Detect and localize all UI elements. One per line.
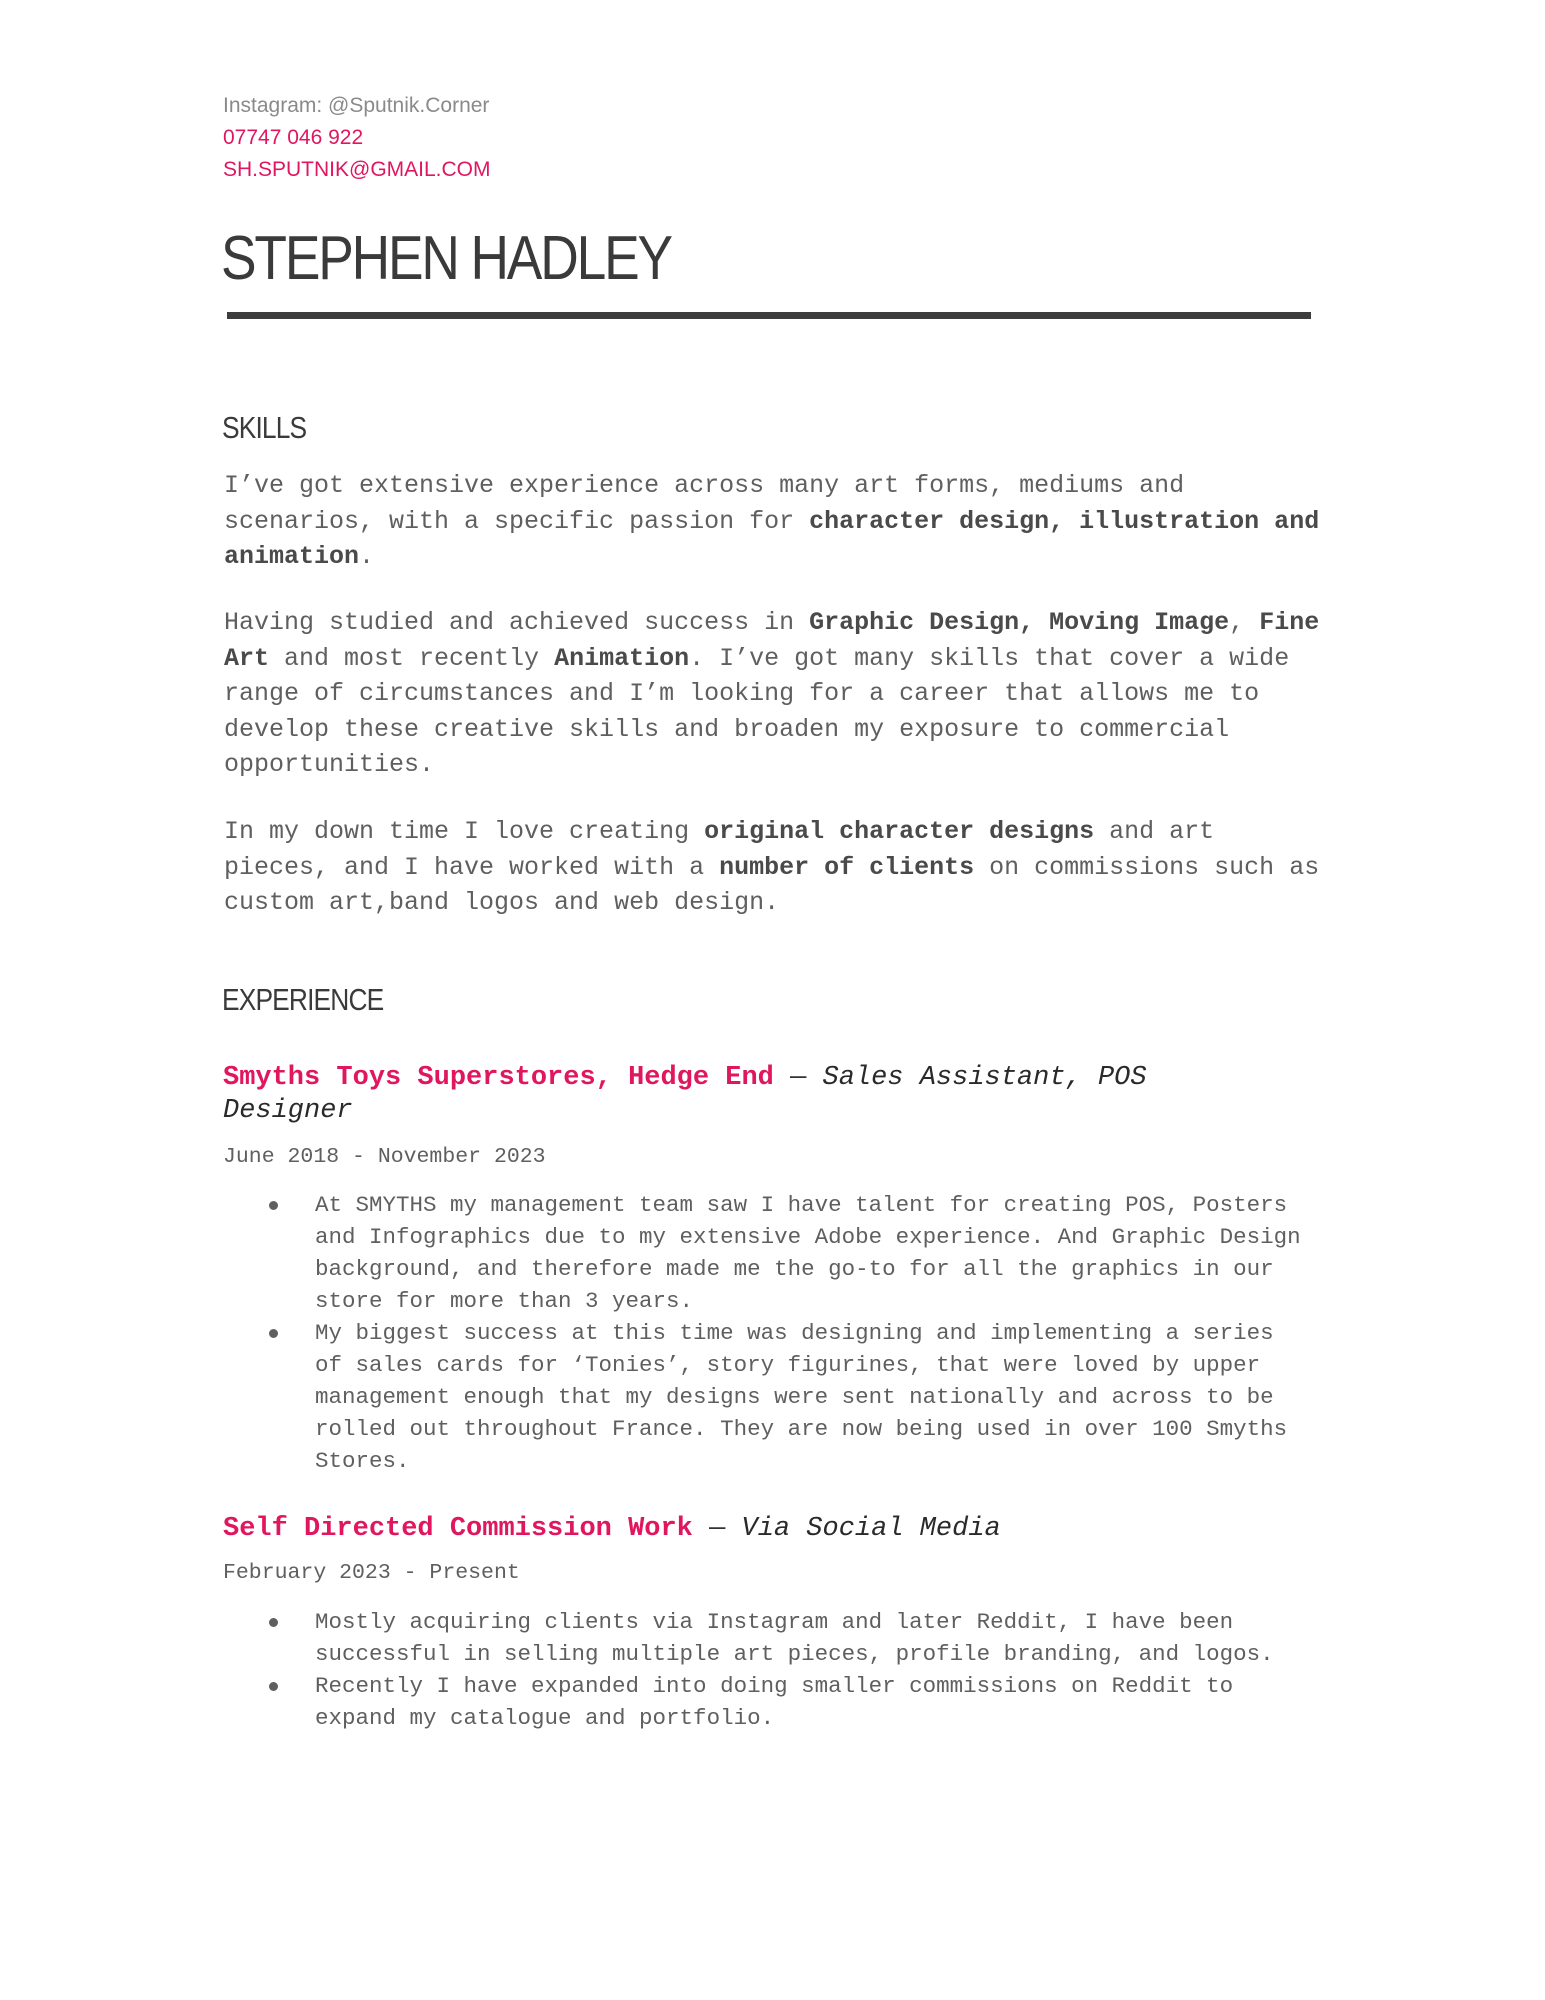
job-bullet (223, 1670, 1313, 1734)
instagram-handle[interactable]: Instagram: @Sputnik.Corner (223, 94, 490, 117)
job-bullet (223, 1606, 1313, 1670)
bullet-icon (269, 1201, 278, 1210)
paragraph-text: In my down time I love creating (224, 817, 705, 846)
job-dates: February 2023 - Present (223, 1561, 520, 1585)
experience-heading: EXPERIENCE (222, 982, 384, 1017)
header-divider (227, 312, 1311, 319)
bullet-icon (269, 1329, 278, 1338)
job-separator: — (692, 1514, 742, 1544)
paragraph-bold-text: character design, illustration and animation (224, 506, 1320, 571)
paragraph-text: on commissions such as custom art,band logos and web design. (224, 852, 1320, 917)
job-role: Sales Assistant, POS Designer (223, 1063, 1147, 1126)
person-name: STEPHEN HADLEY (221, 224, 671, 293)
paragraph-text: and art pieces, and I have worked with a (224, 817, 1215, 882)
paragraph-bold-text: Animation (554, 643, 690, 673)
job-title-line (223, 1062, 1223, 1128)
job-title-line (223, 1513, 1223, 1546)
bullet-icon (269, 1618, 278, 1627)
job-separator: — (773, 1063, 823, 1093)
job-dates: June 2018 - November 2023 (223, 1145, 546, 1169)
paragraph-bold-text: Graphic Design, Moving Image (809, 608, 1230, 637)
paragraph-text: , (1229, 608, 1260, 637)
paragraph-bold-text: number of clients (719, 852, 975, 882)
skills-paragraph-2 (224, 605, 1324, 783)
job-bullet-list (223, 1189, 1313, 1477)
job-bullet-text: Recently I have expanded into doing smaller commissions on Reddit to expand my catalogue and portfolio. (315, 1673, 1234, 1731)
paragraph-text: . (359, 542, 375, 571)
paragraph-bold-text: original character designs (704, 817, 1095, 846)
job-organization: Smyths Toys Superstores, Hedge End (223, 1063, 774, 1093)
job-bullet (223, 1189, 1313, 1317)
job-bullet-text: At SMYTHS my management team saw I have talent for creating POS, Posters and Infographics due to my extensive Adobe experience. And Graphic Design background, and therefore made me the go-to for all the graphics in our store for more than 3 years. (315, 1192, 1301, 1314)
skills-paragraph-3 (224, 814, 1324, 921)
paragraph-text: Having studied and achieved success in (224, 608, 810, 637)
contact-block (223, 90, 491, 186)
job-bullet (223, 1317, 1313, 1477)
email-address[interactable]: SH.SPUTNIK@GMAIL.COM (223, 158, 491, 181)
skills-paragraph-1 (224, 468, 1324, 575)
paragraph-bold-text: Fine Art (224, 608, 1320, 673)
job-organization: Self Directed Commission Work (223, 1514, 693, 1544)
job-bullet-list (223, 1606, 1313, 1734)
skills-heading: SKILLS (222, 410, 307, 445)
paragraph-text: and most recently (269, 643, 555, 673)
job-role: Via Social Media (741, 1514, 1001, 1544)
phone-number[interactable]: 07747 046 922 (223, 126, 364, 149)
paragraph-text: I’ve got extensive experience across many art forms, mediums and scenarios, with a specific passion for (224, 471, 1185, 536)
job-bullet-text: Mostly acquiring clients via Instagram and later Reddit, I have been successful in selling multiple art pieces, profile branding, and logos. (315, 1609, 1274, 1667)
paragraph-text: . I’ve got many skills that cover a wide range of circumstances and I’m looking for a career that allows me to develop these creative skills and broaden my exposure to commercial opportunities. (224, 643, 1290, 779)
job-bullet-text: My biggest success at this time was designing and implementing a series of sales cards for ‘Tonies’, story figurines, that were loved by upper management enough that my designs were sent nationally and across to be rolled out throughout France. They are now being used in over 100 Smyths Stores. (315, 1320, 1288, 1474)
bullet-icon (269, 1682, 278, 1691)
